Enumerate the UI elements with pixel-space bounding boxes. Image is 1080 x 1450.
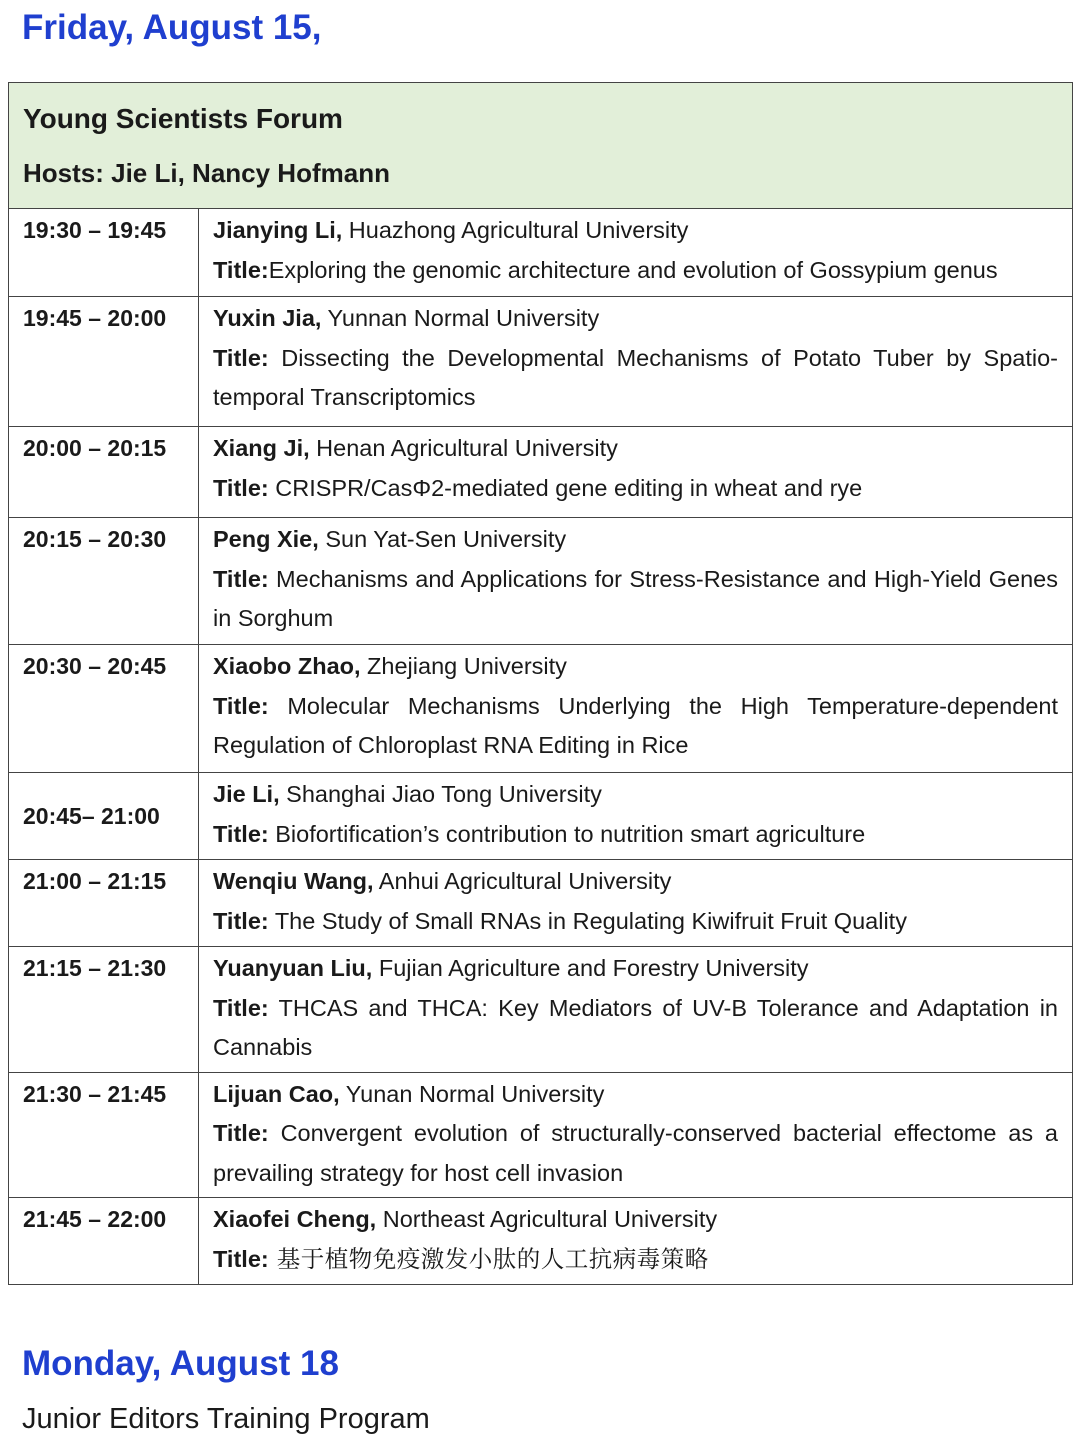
talk-title: Exploring the genomic architecture and evolution of Gossypium genus <box>268 256 998 283</box>
talk-row <box>9 518 1073 645</box>
speaker-name: Lijuan Cao, <box>213 1080 340 1107</box>
talk-title: Dissecting the Developmental Mechanisms of Potato Tuber by Spatio-temporal Transcriptomics <box>213 344 1058 410</box>
talk-row <box>9 427 1073 518</box>
talk-row <box>9 209 1073 297</box>
title-label: Title: <box>213 994 269 1021</box>
speaker-line <box>213 211 1058 251</box>
talk-time: 20:45– 21:00 <box>9 773 199 860</box>
speaker-line <box>213 862 1058 902</box>
talk-time: 21:30 – 21:45 <box>9 1072 199 1198</box>
title-label: Title: <box>213 1120 269 1146</box>
title-label: Title: <box>213 256 269 283</box>
talk-details <box>199 1198 1073 1285</box>
talk-title: CRISPR/CasΦ2-mediated gene editing in wheat and rye <box>268 474 863 501</box>
speaker-affiliation: Zhejiang University <box>360 653 567 679</box>
talk-details <box>199 860 1073 947</box>
talk-details <box>199 773 1073 860</box>
speaker-name: Wenqiu Wang, <box>213 868 374 894</box>
talk-title-line <box>213 1240 1058 1280</box>
title-label: Title: <box>213 565 269 592</box>
talk-time: 20:15 – 20:30 <box>9 518 199 645</box>
title-label: Title: <box>213 820 269 847</box>
talk-title: Convergent evolution of structurally-conserved bacterial effectome as a prevailing strategy for host cell invasion <box>213 1120 1058 1186</box>
talk-row <box>9 773 1073 860</box>
talk-details <box>199 297 1073 427</box>
speaker-affiliation: Yunan Normal University <box>339 1080 605 1107</box>
talk-title: Molecular Mechanisms Underlying the High Temperature-dependent Regulation of Chloroplast RNA Editing in Rice <box>213 692 1058 758</box>
talk-title-line <box>213 251 1058 291</box>
speaker-line <box>213 1075 1058 1115</box>
day-heading-friday: Friday, August 15, <box>22 8 322 47</box>
talk-title-line <box>213 989 1058 1068</box>
talk-time: 19:30 – 19:45 <box>9 209 199 297</box>
talk-time: 21:00 – 21:15 <box>9 860 199 947</box>
title-label: Title: <box>213 344 269 371</box>
talk-row <box>9 947 1073 1073</box>
speaker-line <box>213 429 1058 469</box>
speaker-line <box>213 949 1058 989</box>
speaker-affiliation: Sun Yat-Sen University <box>318 526 567 552</box>
speaker-name: Xiaobo Zhao, <box>213 653 361 679</box>
forum-hosts: Hosts: Jie Li, Nancy Hofmann <box>23 158 390 188</box>
schedule-table <box>8 82 1073 1285</box>
speaker-affiliation: Shanghai Jiao Tong University <box>279 781 602 807</box>
talk-title-line <box>213 560 1058 639</box>
talk-time: 21:45 – 22:00 <box>9 1198 199 1285</box>
talk-title: Biofortification’s contribution to nutrition smart agriculture <box>268 820 866 847</box>
talk-title-line <box>213 469 1058 509</box>
talk-title: THCAS and THCA: Key Mediators of UV-B Tolerance and Adaptation in Cannabis <box>213 994 1058 1060</box>
speaker-line <box>213 1200 1058 1240</box>
speaker-name: Yuanyuan Liu, <box>213 955 373 981</box>
title-label: Title: <box>213 692 269 719</box>
speaker-line <box>213 299 1058 339</box>
talk-details <box>199 427 1073 518</box>
talk-title-line <box>213 815 1058 855</box>
talk-title: 基于植物免疫激发小肽的人工抗病毒策略 <box>268 1244 709 1273</box>
speaker-affiliation: Northeast Agricultural University <box>376 1206 718 1232</box>
talk-time: 20:30 – 20:45 <box>9 645 199 773</box>
talk-details <box>199 518 1073 645</box>
speaker-line <box>213 775 1058 815</box>
talk-row <box>9 297 1073 427</box>
forum-header-row <box>9 83 1073 209</box>
speaker-affiliation: Huazhong Agricultural University <box>342 217 689 243</box>
talk-details <box>199 1072 1073 1198</box>
speaker-affiliation: Yunnan Normal University <box>321 305 600 331</box>
speaker-affiliation: Henan Agricultural University <box>309 435 618 461</box>
speaker-affiliation: Anhui Agricultural University <box>373 868 672 894</box>
talk-time: 20:00 – 20:15 <box>9 427 199 518</box>
talk-details <box>199 947 1073 1073</box>
talk-details <box>199 209 1073 297</box>
speaker-name: Xiang Ji, <box>213 435 310 461</box>
speaker-line <box>213 647 1058 687</box>
talk-row <box>9 860 1073 947</box>
talk-title: Mechanisms and Applications for Stress-Resistance and High-Yield Genes in Sorghum <box>213 565 1058 631</box>
talk-time: 19:45 – 20:00 <box>9 297 199 427</box>
talk-title-line <box>213 687 1058 766</box>
speaker-name: Peng Xie, <box>213 526 319 552</box>
talk-details <box>199 645 1073 773</box>
talk-title-line <box>213 339 1058 418</box>
speaker-name: Xiaofei Cheng, <box>213 1206 377 1232</box>
speaker-name: Jie Li, <box>213 781 280 807</box>
talk-title-line <box>213 902 1058 942</box>
talk-row <box>9 1198 1073 1285</box>
program-title: Junior Editors Training Program <box>22 1403 430 1435</box>
talk-title: The Study of Small RNAs in Regulating Kiwifruit Fruit Quality <box>268 907 907 934</box>
speaker-line <box>213 520 1058 560</box>
talk-row <box>9 645 1073 773</box>
speaker-name: Yuxin Jia, <box>213 305 322 331</box>
title-label: Title: <box>213 1245 269 1272</box>
talk-time: 21:15 – 21:30 <box>9 947 199 1073</box>
speaker-name: Jianying Li, <box>213 217 343 243</box>
forum-title: Young Scientists Forum <box>23 103 343 134</box>
title-label: Title: <box>213 474 269 501</box>
talk-row <box>9 1072 1073 1198</box>
title-label: Title: <box>213 907 269 934</box>
day-heading-monday: Monday, August 18 <box>22 1344 339 1383</box>
speaker-affiliation: Fujian Agriculture and Forestry University <box>372 955 809 981</box>
talk-title-line <box>213 1114 1058 1193</box>
forum-header <box>9 83 1073 209</box>
